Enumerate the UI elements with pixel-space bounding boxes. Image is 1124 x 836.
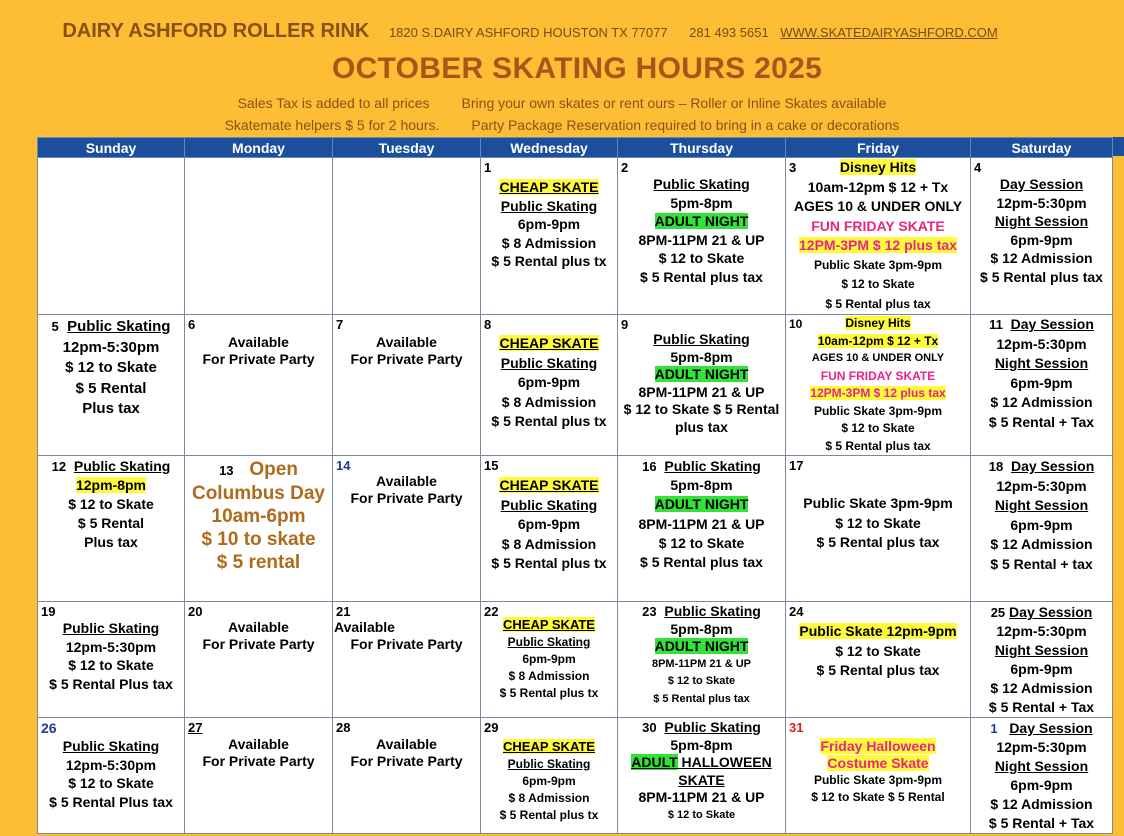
event-rental: $ 5 Rental plus tax (816, 534, 940, 550)
event-time: 6pm-9pm (517, 516, 581, 532)
day-cell-oct-27 (185, 718, 333, 834)
event-time: 12pm-5:30pm (996, 194, 1087, 211)
day-number: 5 (51, 319, 59, 334)
availability-label: Available (228, 619, 289, 635)
event-time: 12pm-5:30pm (996, 477, 1087, 494)
event-price: $ 12 Admission (990, 250, 1093, 266)
day-cell-nov-1 (971, 718, 1113, 834)
private-party-label: For Private Party (202, 351, 315, 367)
disney-hits-label: Disney Hits (839, 159, 917, 175)
week-row-3 (38, 456, 1113, 602)
event-title: Public Skating (67, 318, 171, 335)
age-restriction: AGES 10 & UNDER ONLY (811, 352, 945, 364)
costume-skate-label: Costume Skate (827, 755, 929, 771)
day-cell-oct-28 (333, 718, 481, 834)
day-cell-empty (185, 158, 333, 315)
day-cell-oct-7 (333, 315, 481, 456)
event-price: $ 12 Admission (990, 796, 1093, 812)
cheap-skate-label: CHEAP SKATE (503, 617, 595, 632)
day-number: 8 (484, 317, 492, 332)
day-cell-oct-9 (618, 315, 786, 456)
rink-name: DAIRY ASHFORD ROLLER RINK (62, 20, 370, 42)
private-party-label: For Private Party (350, 636, 463, 652)
day-cell-oct-1 (481, 158, 618, 315)
event-time: 12pm-5:30pm (62, 338, 160, 356)
event-rental: $ 5 Rental plus tx (491, 555, 607, 571)
event-price: $ 8 Admission (501, 393, 597, 410)
event-time: 8PM-11PM 21 & UP (638, 231, 765, 248)
party-note: Party Package Reservation required to bring in a cake or decorations (471, 117, 900, 133)
event-price: $ 12 Admission (990, 394, 1093, 410)
event-rental: $ 5 Rental (75, 379, 147, 397)
event-rental: $ 5 Rental Plus tax (49, 793, 173, 810)
event-time: 6pm-9pm (1010, 516, 1073, 533)
event-time: 8PM-11PM 21 & UP (651, 657, 752, 670)
event-price: $ 12 to Skate (68, 496, 154, 512)
day-header-tuesday: Tuesday (333, 138, 481, 158)
day-cell-oct-10 (786, 315, 971, 456)
event-title: Public Skating (73, 458, 171, 474)
day-cell-oct-20 (185, 602, 333, 718)
night-session-label: Night Session (994, 497, 1089, 513)
event-title: Public Skating (653, 331, 750, 347)
day-cell-oct-30 (618, 718, 786, 834)
event-time: 6pm-9pm (1010, 661, 1073, 677)
event-price: $ 8 Admission (508, 791, 590, 805)
day-cell-oct-13 (185, 456, 333, 602)
day-number: 18 (988, 459, 1004, 474)
week-row-2 (38, 315, 1113, 456)
day-cell-oct-8 (481, 315, 618, 456)
event-price: $ 12 to Skate (835, 642, 921, 659)
event-time: 5pm-8pm (670, 736, 733, 753)
day-number: 2 (621, 160, 629, 175)
event-price: $ 8 Admission (501, 234, 597, 251)
day-cell-oct-19 (38, 602, 185, 718)
day-number: 26 (41, 720, 57, 736)
event-time: 8PM-11PM 21 & UP (638, 383, 765, 400)
day-cell-oct-14 (333, 456, 481, 602)
event-rental: $ 5 Rental plus tax (980, 268, 1103, 285)
halloween-label: HALLOWEEN (677, 754, 772, 770)
private-party-label: For Private Party (350, 753, 463, 769)
event-rental: $ 5 Rental plus tax (816, 662, 940, 678)
disney-hits-label: Disney Hits (845, 316, 911, 330)
halloween-label: Friday Halloween (820, 738, 936, 754)
event-price: $ 12 to Skate (841, 421, 915, 435)
weekday-header-row (38, 138, 1113, 158)
event-tax-note: plus tax (675, 418, 728, 435)
event-rental: $ 5 Rental plus tax (653, 692, 750, 705)
day-cell-oct-4 (971, 158, 1113, 315)
event-price: $ 12 Admission (990, 536, 1093, 552)
adult-night-label: ADULT NIGHT (654, 638, 749, 654)
event-title: Public Skating (62, 620, 160, 636)
event-title: Public Skating (653, 176, 750, 192)
sales-tax-note: Sales Tax is added to all prices (237, 95, 430, 111)
day-number: 24 (789, 604, 804, 619)
event-title: Public Skating (507, 757, 591, 771)
day-header-friday: Friday (786, 138, 971, 158)
fun-friday-time: 12PM-3PM $ 12 plus tax (799, 237, 957, 253)
week-row-1 (38, 158, 1113, 315)
day-number: 1 (484, 160, 492, 175)
fun-friday-time: 12PM-3PM $ 12 plus tax (810, 386, 946, 400)
day-number: 3 (789, 160, 797, 175)
day-cell-oct-21 (333, 602, 481, 718)
week-row-4 (38, 602, 1113, 718)
event-time: 8PM-11PM 21 & UP (638, 515, 765, 532)
availability-label: Available (334, 619, 395, 635)
event-price: $ 12 to Skate (68, 775, 154, 791)
rink-phone: 281 493 5651 (689, 25, 769, 40)
day-cell-oct-15 (481, 456, 618, 602)
day-number: 14 (336, 458, 351, 473)
rink-header (0, 20, 1092, 43)
event-price: $ 8 Admission (501, 535, 597, 552)
cheap-skate-label: CHEAP SKATE (499, 179, 599, 195)
event-time: 6pm-9pm (1010, 777, 1073, 793)
event-time: 6pm-9pm (522, 652, 576, 666)
adult-night-label: ADULT (631, 754, 678, 770)
event-time: 10am-12pm $ 12 + Tx (817, 333, 939, 348)
event-rental: $ 5 Rental + Tax (988, 699, 1095, 715)
day-session-label: Day Session (1010, 458, 1095, 474)
day-header-sunday: Sunday (38, 138, 185, 158)
day-cell-oct-12 (38, 456, 185, 602)
skatemate-note: Skatemate helpers $ 5 for 2 hours. (224, 117, 440, 133)
day-cell-oct-26 (38, 718, 185, 834)
availability-label: Available (376, 334, 437, 350)
night-session-label: Night Session (994, 758, 1089, 774)
day-header-wednesday: Wednesday (481, 138, 618, 158)
event-rental: $ 5 rental (216, 552, 301, 573)
day-cell-empty (38, 158, 185, 315)
event-time: 12pm-5:30pm (65, 638, 157, 655)
day-number: 7 (336, 317, 344, 332)
event-time: 12pm-8pm (75, 477, 147, 493)
event-time: 10am-6pm (211, 506, 306, 527)
day-number: 15 (484, 458, 499, 473)
day-number: 13 (219, 463, 234, 478)
day-cell-oct-25 (971, 602, 1113, 718)
event-title: Public Skating (500, 354, 598, 371)
event-time: 12pm-5:30pm (996, 739, 1087, 755)
day-number: 20 (188, 604, 203, 619)
day-session-label: Day Session (1010, 316, 1094, 332)
event-title: Public Skate 3pm-9pm (803, 495, 953, 511)
event-price: $ 12 to Skate $ 5 Rental (811, 790, 945, 804)
event-title: Public Skating (507, 635, 591, 649)
rink-website-link[interactable]: WWW.SKATEDAIRYASHFORD.COM (780, 25, 998, 40)
event-rental: $ 5 Rental + Tax (988, 815, 1095, 831)
availability-label: Available (376, 473, 437, 489)
day-number: 22 (484, 604, 499, 619)
day-cell-oct-29 (481, 718, 618, 834)
day-session-label: Day Session (1009, 604, 1093, 620)
holiday-label: Columbus Day (191, 483, 326, 504)
event-rental: $ 5 Rental plus tax (640, 554, 763, 571)
day-number: 11 (989, 317, 1003, 332)
day-cell-oct-17 (786, 456, 971, 602)
event-price: $ 12 to Skate (658, 534, 745, 551)
private-party-label: For Private Party (350, 490, 463, 506)
day-cell-oct-2 (618, 158, 786, 315)
day-number: 25 (990, 605, 1006, 620)
event-time: 12pm-5:30pm (65, 756, 157, 773)
availability-label: Available (228, 334, 289, 350)
day-cell-oct-24 (786, 602, 971, 718)
event-price: $ 12 to Skate (841, 277, 915, 291)
event-time: 6pm-9pm (517, 216, 581, 232)
availability-label: Available (228, 736, 289, 752)
day-header-monday: Monday (185, 138, 333, 158)
event-title: Public Skating (500, 197, 598, 214)
calendar-grid (37, 137, 1113, 834)
event-price: $ 8 Admission (508, 669, 590, 683)
event-rental: $ 5 Rental + Tax (988, 413, 1095, 430)
event-rental: $ 5 Rental plus tx (491, 253, 607, 269)
day-number: 1 (990, 721, 998, 736)
adult-night-label: ADULT NIGHT (654, 366, 749, 382)
event-price: $ 12 to Skate (667, 675, 736, 687)
event-rental: $ 5 Rental Plus tax (49, 675, 173, 692)
cheap-skate-label: CHEAP SKATE (499, 477, 599, 493)
rink-address: 1820 S.DAIRY ASHFORD HOUSTON TX 77077 (388, 25, 668, 40)
day-number: 19 (41, 604, 56, 619)
day-cell-oct-5 (38, 315, 185, 456)
day-cell-oct-18 (971, 456, 1113, 602)
availability-label: Available (376, 736, 437, 752)
day-number: 17 (789, 458, 804, 473)
event-tax-note: Plus tax (82, 400, 140, 417)
event-time: 6pm-9pm (1010, 374, 1073, 391)
day-session-label: Day Session (1009, 720, 1093, 736)
day-header-saturday: Saturday (971, 138, 1113, 158)
day-header-thursday: Thursday (618, 138, 786, 158)
day-cell-oct-6 (185, 315, 333, 456)
day-cell-oct-3 (786, 158, 971, 315)
event-rental: $ 5 Rental plus tx (491, 413, 607, 429)
event-rental: $ 5 Rental plus tax (825, 296, 931, 311)
day-number: 9 (621, 317, 629, 332)
day-number: 27 (188, 720, 203, 735)
event-time: 6pm-9pm (1010, 231, 1073, 248)
day-number: 4 (974, 160, 982, 175)
event-price: $ 12 to Skate (658, 250, 745, 266)
event-time: 6pm-9pm (517, 374, 581, 390)
day-cell-oct-16 (618, 456, 786, 602)
event-price: $ 12 to Skate (68, 657, 154, 673)
event-time: 12pm-5:30pm (996, 335, 1087, 352)
event-time: 5pm-8pm (670, 348, 733, 365)
event-rental: $ 5 Rental + tax (990, 555, 1093, 572)
event-title: Public Skating (664, 719, 761, 735)
day-number: 10 (789, 317, 803, 331)
event-rental: $ 5 Rental plus tx (499, 808, 599, 822)
event-time: 5pm-8pm (670, 194, 733, 211)
event-title: Public Skate 12pm-9pm (799, 623, 957, 639)
day-cell-empty (333, 158, 481, 315)
day-number: 28 (336, 720, 351, 735)
event-price: $ 12 to Skate $ 5 Rental (623, 401, 780, 417)
day-number: 31 (789, 720, 804, 735)
night-session-label: Night Session (994, 355, 1089, 371)
day-cell-oct-22 (481, 602, 618, 718)
event-rental: $ 5 Rental plus tax (825, 438, 931, 453)
day-number: 30 (642, 720, 657, 735)
event-time: 8PM-11PM 21 & UP (638, 789, 765, 805)
day-cell-oct-31 (786, 718, 971, 834)
cheap-skate-label: CHEAP SKATE (499, 335, 599, 351)
event-price: $ 12 Admission (990, 680, 1093, 696)
event-time: 12pm-5:30pm (996, 623, 1087, 639)
event-time: 6pm-9pm (522, 774, 576, 788)
private-party-label: For Private Party (202, 636, 315, 652)
month-title: OCTOBER SKATING HOURS 2025 (331, 52, 823, 85)
open-label: Open (249, 459, 298, 480)
event-rental: $ 5 Rental plus tax (640, 268, 763, 285)
event-price: $ 12 to Skate (667, 808, 736, 821)
week-row-5 (38, 718, 1113, 834)
note-line-2 (0, 117, 1124, 133)
age-restriction: AGES 10 & UNDER ONLY (793, 198, 963, 214)
event-price: $ 12 to Skate (835, 514, 921, 531)
event-time: 10am-12pm $ 12 + Tx (807, 178, 949, 195)
skate-label: SKATE (678, 771, 725, 788)
adult-night-label: ADULT NIGHT (654, 496, 749, 513)
fun-friday-label: FUN FRIDAY SKATE (820, 368, 936, 383)
day-number: 29 (484, 720, 499, 735)
day-number: 6 (188, 317, 196, 332)
event-title: Public Skate 3pm-9pm (813, 403, 943, 418)
day-cell-oct-23 (618, 602, 786, 718)
day-number: 23 (642, 604, 657, 619)
event-time: 5pm-8pm (670, 477, 733, 494)
event-rental: $ 5 Rental plus tx (499, 686, 599, 700)
event-rental: $ 5 Rental (77, 515, 145, 531)
event-title: Public Skate 3pm-9pm (813, 773, 943, 787)
event-tax-note: Plus tax (84, 534, 138, 550)
day-session-label: Day Session (999, 176, 1084, 192)
day-cell-oct-11 (971, 315, 1113, 456)
event-title: Public Skating (500, 496, 598, 513)
night-session-label: Night Session (994, 642, 1089, 658)
day-number: 12 (51, 459, 67, 474)
day-number: 16 (642, 459, 657, 474)
night-session-label: Night Session (994, 213, 1089, 229)
event-title: Public Skating (62, 738, 160, 754)
note-line-1 (0, 95, 1124, 111)
event-price: $ 10 to skate (201, 529, 316, 550)
day-number: 21 (336, 604, 351, 619)
event-title: Public Skating (664, 458, 761, 474)
fun-friday-label: FUN FRIDAY SKATE (811, 217, 945, 234)
cheap-skate-label: CHEAP SKATE (503, 739, 595, 754)
event-title: Public Skating (664, 603, 761, 619)
private-party-label: For Private Party (350, 351, 463, 367)
header-strip-end (1112, 137, 1124, 156)
event-title: Public Skate 3pm-9pm (813, 257, 943, 272)
private-party-label: For Private Party (202, 753, 315, 769)
adult-night-label: ADULT NIGHT (654, 213, 749, 229)
skates-note: Bring your own skates or rent ours – Roller or Inline Skates available (461, 95, 887, 111)
event-price: $ 12 to Skate (65, 359, 157, 376)
event-time: 5pm-8pm (670, 620, 733, 637)
